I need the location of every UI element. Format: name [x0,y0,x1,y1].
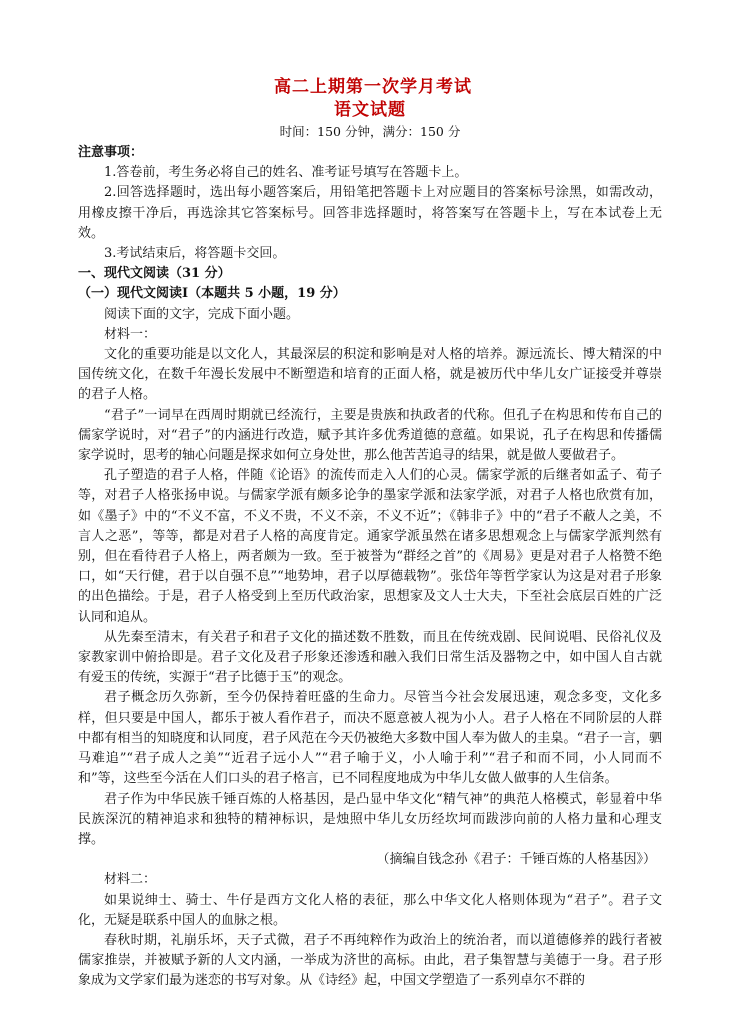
page-content [78,76,662,992]
note-item-2: 2.回答选择题时，选出每小题答案后，用铅笔把答题卡上对应题目的答案标号涂黑，如需改动，用橡皮擦干净后，再选涂其它答案标号。回答非选择题时，将答案写在答题卡上，写在本试卷上无效。 [78,185,662,241]
material-1-paragraph: 孔子塑造的君子人格，伴随《论语》的流传而走入人们的心灵。儒家学派的后继者如孟子、荀子等，对君子人格张扬申说。与儒家学派有颇多论争的墨家学派和法家学派，对君子人格也欣赏有加，如《墨子》中的“不义不富，不义不贵，不义不亲，不义不近”；《韩非子》中的“君子不蔽人之美，不言人之恶”，等等，都是对君子人格的高度肯定。通家学派虽然在诸多思想观念上与儒家学派判然有别，但在看待君子人格上，两者颇为一致。至于被誉为“群经之首”的《周易》更是对君子人格赞不绝口，如“天行健，君于以自强不息”“地势坤，君子以厚德载物”。张岱年等哲学家认为这是对君子形象的出色描绘。于是，君子人格受到上至历代政治家，思想家及文人士大夫，下至社会底层百姓的广泛认同和追从。 [78,468,662,625]
exam-title: 高二上期第一次学月考试 [274,77,472,97]
reading-instruction: 阅读下面的文字，完成下面小题。 [104,306,300,322]
material-1-paragraph: 文化的重要功能是以文化人，其最深层的积淀和影响是对人格的培养。源远流长、博大精深的中国传统文化，在数千年漫长发展中不断塑造和培育的正面人格，就是被历代中华儿女广证接受并尊崇的君子人格。 [78,347,662,403]
material-2-paragraph: 春秋时期，礼崩乐坏，天子式微，君子不再纯粹作为政治上的统治者，而以道德修养的践行者被儒家推崇，并被赋予新的人文内涵，一举成为济世的高标。由此，君子集智慧与美德于一身。君子形象成为文学家们最为迷恋的书写对象。从《诗经》起，中国文学塑造了一系列卓尔不群的 [78,932,662,989]
material-1-source: （摘编自钱念孙《君子：千锤百炼的人格基因》） [376,852,656,868]
note-item-3: 3.考试结束后，将答题卡交回。 [104,246,286,262]
material-1-label: 材料一： [104,326,157,342]
material-1-paragraph: “君子”一词早在西周时期就已经流行，主要是贵族和执政者的代称。但孔子在构思和传布自己的儒家学说时，对“君子”的内涵进行改造，赋予其许多优秀道德的意蕴。如果说，孔子在构思和传播儒家学说时，思考的轴心问题是探求如何立身处世，那么他苦苦追寻的结果，就是做人要做君子。 [78,407,662,464]
material-1-paragraph: 君子作为中华民族千锤百炼的人格基因，是凸显中华文化“精气神”的典范人格模式，彰显着中华民族深沉的精神追求和独特的精神标识，是烛照中华儿女历经坎坷而跋涉向前的人格力量和心理支撑。 [78,791,662,847]
subsection-heading: （一）现代文阅读Ⅰ（本题共 5 小题，19 分） [78,286,346,302]
note-item-1: 1.答卷前，考生务必将自己的姓名、准考证号填写在答题卡上。 [104,165,468,181]
section-heading: 一、现代文阅读（31 分） [78,266,231,282]
exam-info: 时间：150 分钟，满分：150 分 [279,124,461,139]
material-2-label: 材料二： [104,872,157,888]
material-1-paragraph: 从先秦至清末，有关君子和君子文化的描述数不胜数，而且在传统戏剧、民间说唱、民俗礼仪及家教家训中俯拾即是。君子文化及君子形象还渗透和融入我们日常生活及器物之中，如中国人自古就有爱玉的传统，实源于“君子比德于玉”的观念。 [78,629,662,686]
material-2-paragraph: 如果说绅士、骑士、牛仔是西方文化人格的表征，那么中华文化人格则体现为“君子”。君子文化，无疑是联系中国人的血脉之根。 [78,892,662,928]
material-1-paragraph: 君子概念历久弥新，至今仍保持着旺盛的生命力。尽管当今社会发展迅速，观念多变，文化多样，但只要是中国人，都乐于被人看作君子，而决不愿意被人视为小人。君子人格在不同阶层的人群中都有相当的知晓度和认同度，君子风范在今天仍被绝大多数中国人奉为做人的圭臬。“君子一言，驷马难追”“君子成人之美”“近君子远小人”“君子喻于义，小人喻于利”“君子和而不同，小人同而不和”等，这些至今活在人们口头的君子格言，已不同程度地成为中华儿女做人做事的人生信条。 [78,690,662,787]
subject-title: 语文试题 [334,100,406,120]
notes-heading: 注意事项： [78,145,144,160]
